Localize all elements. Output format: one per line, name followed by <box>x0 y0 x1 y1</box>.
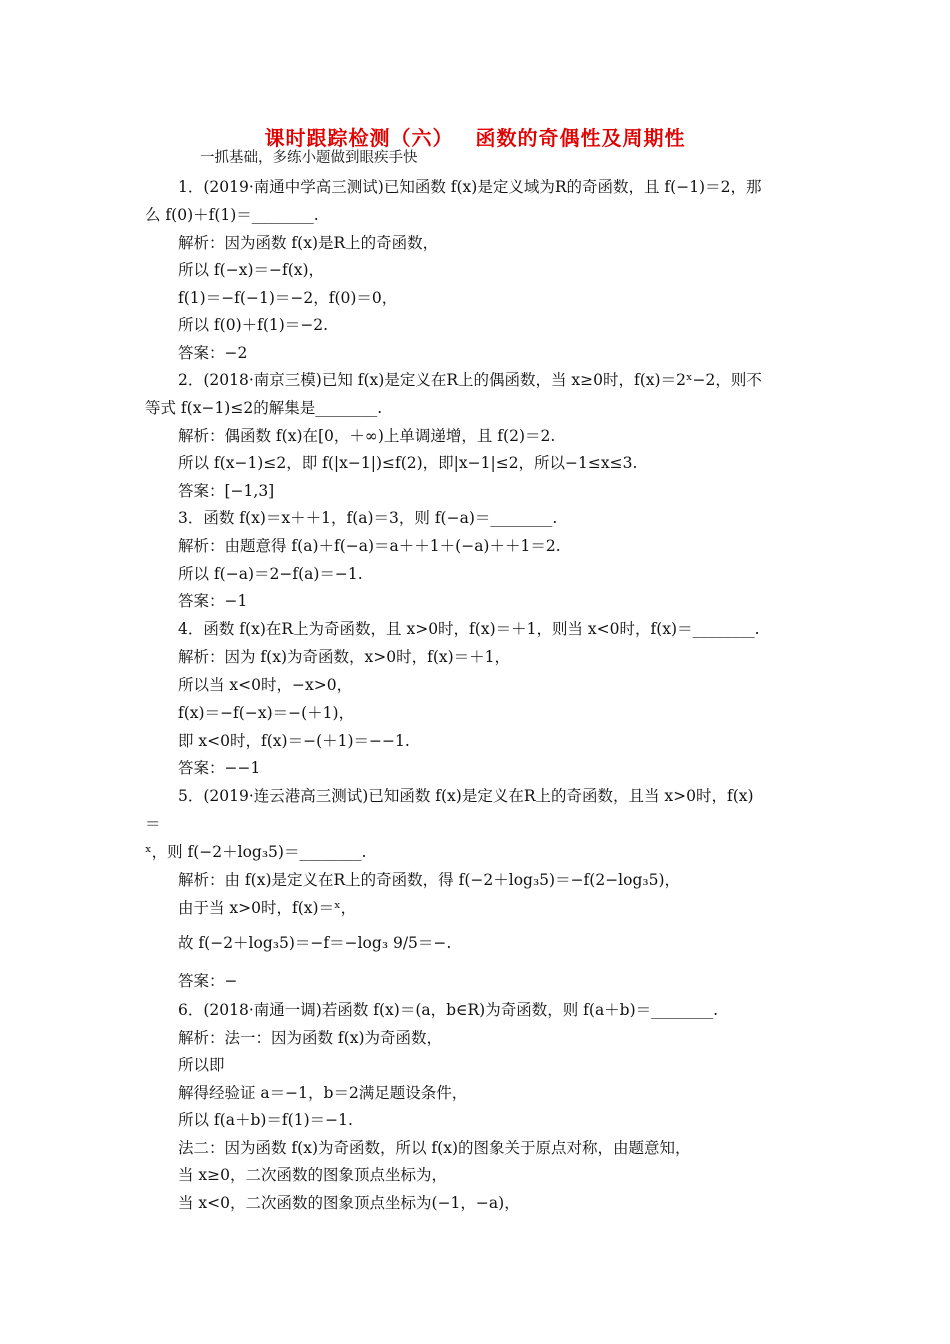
q5-line3: ˣ，则 f(−2＋log₃5)＝________. <box>145 843 367 861</box>
q5-solution-3: 故 f(−2＋log₃5)＝−f＝−log₃ 9/5＝−. <box>178 934 452 952</box>
q5-line2: ＝ <box>145 815 161 833</box>
q6-solution-4: 所以 f(a＋b)＝f(1)＝−1. <box>178 1111 353 1129</box>
q5-solution-2: 由于当 x>0时，f(x)＝ˣ， <box>178 899 357 917</box>
q6-method2-2: 当 x≥0，二次函数的图象顶点坐标为， <box>178 1166 448 1184</box>
q1-answer: 答案：−2 <box>178 344 248 362</box>
q2-line1: 2．(2018·南京三模)已知 f(x)是定义在R上的偶函数，当 x≥0时，f(x)＝2ˣ−2，则不 <box>178 371 762 389</box>
q3-solution-1: 解析：由题意得 f(a)＋f(−a)＝a＋＋1＋(−a)＋＋1＝2. <box>178 537 561 555</box>
title-left: 课时跟踪检测（六） <box>264 126 454 150</box>
q1-line1: 1．(2019·南通中学高三测试)已知函数 f(x)是定义域为R的奇函数，且 f(−1)＝2，那 <box>178 178 762 196</box>
q2-line2: 等式 f(x−1)≤2的解集是________. <box>145 399 383 417</box>
title-right: 函数的奇偶性及周期性 <box>475 126 686 150</box>
q4-solution-3: f(x)＝−f(−x)＝−(＋1)， <box>178 704 355 722</box>
q3-solution-2: 所以 f(−a)＝2−f(a)＝−1. <box>178 565 363 583</box>
q2-solution-2: 所以 f(x−1)≤2，即 f(|x−1|)≤f(2)，即|x−1|≤2，所以−1≤x≤3. <box>178 454 638 472</box>
q2-solution-1: 解析：偶函数 f(x)在[0，＋∞)上单调递增，且 f(2)＝2. <box>178 427 556 445</box>
q1-solution-2: 所以 f(−x)＝−f(x)， <box>178 261 325 279</box>
q1-solution-4: 所以 f(0)＋f(1)＝−2. <box>178 316 329 334</box>
q6-solution-2: 所以即 <box>178 1056 225 1074</box>
q6-solution-3: 解得经验证 a＝−1，b＝2满足题设条件， <box>178 1084 468 1102</box>
q6-method2-3: 当 x<0，二次函数的图象顶点坐标为(−1，−a)， <box>178 1194 520 1212</box>
q4-solution-4: 即 x<0时，f(x)＝−(＋1)＝−−1. <box>178 732 410 750</box>
q4-line1: 4．函数 f(x)在R上为奇函数，且 x>0时，f(x)＝＋1，则当 x<0时，f(x)＝________. <box>178 620 760 638</box>
q4-answer: 答案：−−1 <box>178 759 261 777</box>
q5-solution-1: 解析：由 f(x)是定义在R上的奇函数，得 f(−2＋log₃5)＝−f(2−log₃5)， <box>178 871 681 889</box>
q6-solution-1: 解析：法一：因为函数 f(x)为奇函数， <box>178 1029 443 1047</box>
q4-solution-1: 解析：因为 f(x)为奇函数，x>0时，f(x)＝＋1， <box>178 648 511 666</box>
subtitle: 一抓基础，多练小题做到眼疾手快 <box>200 150 418 166</box>
q1-line2: 么 f(0)＋f(1)＝________. <box>145 206 319 224</box>
q5-line1: 5．(2019·连云港高三测试)已知函数 f(x)是定义在R上的奇函数，且当 x>0时，f(x) <box>178 787 754 805</box>
q6-line1: 6．(2018·南通一调)若函数 f(x)＝(a，b∈R)为奇函数，则 f(a＋b)＝________. <box>178 1001 719 1019</box>
q3-line1: 3．函数 f(x)＝x＋＋1，f(a)＝3，则 f(−a)＝________. <box>178 509 558 527</box>
q2-answer: 答案：[−1,3] <box>178 482 275 500</box>
q3-answer: 答案：−1 <box>178 592 248 610</box>
q1-solution-3: f(1)＝−f(−1)＝−2，f(0)＝0， <box>178 289 398 307</box>
q1-solution-1: 解析：因为函数 f(x)是R上的奇函数， <box>178 234 439 252</box>
q4-solution-2: 所以当 x<0时，−x>0， <box>178 676 353 694</box>
q5-answer: 答案：− <box>178 972 238 990</box>
q6-method2-1: 法二：因为函数 f(x)为奇函数，所以 f(x)的图象关于原点对称，由题意知， <box>178 1139 691 1157</box>
page-title <box>0 122 950 151</box>
